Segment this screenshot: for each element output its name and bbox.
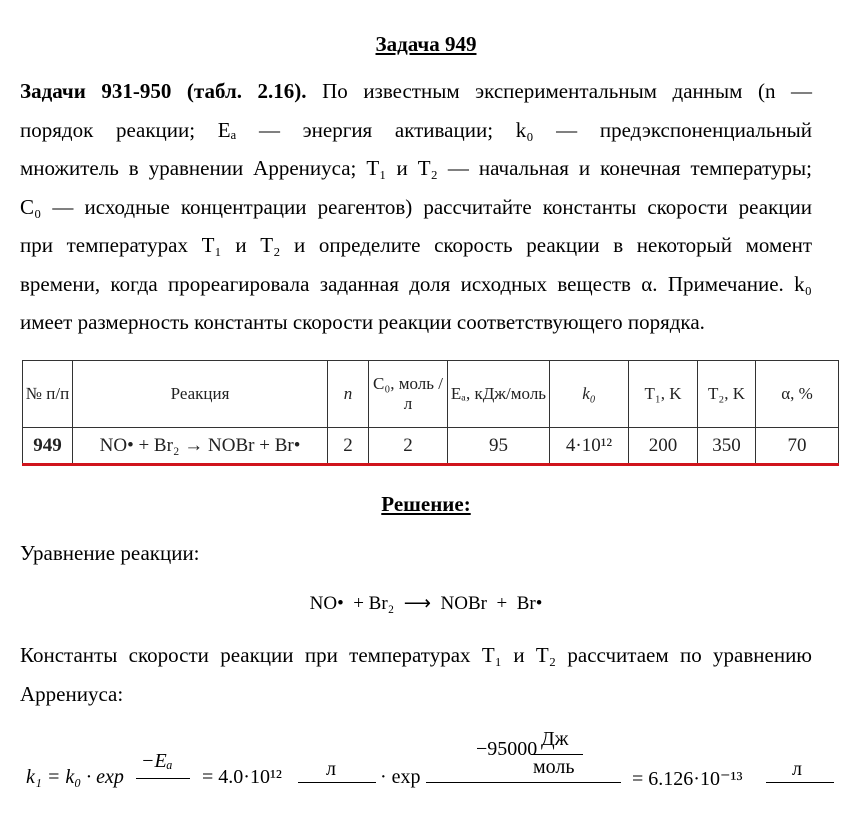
header-cell: k₀ — [550, 361, 629, 428]
text-line: Константы скорости реакции при температурах T₁ и T₂ рассчитаем по уравнению — [20, 643, 812, 667]
data-table — [22, 360, 839, 465]
fraction-bar — [766, 782, 834, 783]
task-description — [20, 72, 812, 342]
cell: 2 — [369, 428, 448, 465]
fraction-bar — [136, 778, 190, 779]
exp-label: · exp — [380, 766, 421, 788]
fraction-bar — [298, 782, 376, 783]
solution-heading: Решение: — [381, 492, 471, 516]
fraction-bar — [426, 782, 621, 783]
equation-label: Уравнение реакции: — [20, 541, 200, 565]
header-cell: α, % — [756, 361, 839, 428]
cell: 350 — [698, 428, 756, 465]
cell: 95 — [448, 428, 550, 465]
reaction-equation: NO• + Br₂ ⟶ NOBr + Br• — [309, 593, 543, 614]
header-cell: Реакция — [73, 361, 328, 428]
text-line: времени, когда прореагировала заданная доля исходных веществ α. Примечание. k₀ — [20, 271, 812, 296]
header-cell: C₀, моль /л — [369, 361, 448, 428]
unit-numerator: л — [792, 758, 802, 780]
unit-numerator: Дж — [541, 728, 569, 750]
table-row — [23, 428, 839, 465]
text-line: порядок реакции; Eₐ — энергия активации; k₀ — предэкспоненциальный — [20, 117, 812, 142]
header-cell: № п/п — [23, 361, 73, 428]
header-cell: T₁, K — [629, 361, 698, 428]
arrhenius-formula — [26, 728, 846, 818]
formula-lhs: k₁ = k₀ · exp — [26, 766, 124, 788]
text-line: при температурах T₁ и T₂ и определите скорость реакции в некоторый момент — [20, 233, 812, 257]
header-cell: n — [328, 361, 369, 428]
arrhenius-text — [20, 636, 812, 713]
cell: 2 — [328, 428, 369, 465]
energy-value: −95000 — [476, 738, 538, 760]
task-range: Задачи 931-950 (табл. 2.16). — [20, 79, 307, 103]
unit-denominator: моль — [533, 756, 575, 778]
red-underline — [22, 463, 839, 466]
text-line: По известным экспериментальным данным (n — — [322, 79, 812, 103]
fraction-bar — [531, 754, 583, 755]
text-line: C₀ — исходные концентрации реагентов) рассчитайте константы скорости реакции — [20, 194, 812, 219]
fraction-numerator: −Eₐ — [141, 750, 173, 772]
cell: 70 — [756, 428, 839, 465]
header-cell: Eₐ, кДж/моль — [448, 361, 550, 428]
header-cell: T₂, K — [698, 361, 756, 428]
unit-numerator: л — [326, 758, 336, 780]
text-line: имеет размерность константы скорости реакции соответствующего порядка. — [20, 310, 705, 334]
text-line: Аррениуса: — [20, 681, 124, 706]
cell: 949 — [23, 428, 73, 465]
page-title: Задача 949 — [375, 32, 477, 56]
cell: NO• + Br₂ → NOBr + Br• — [73, 428, 328, 465]
text-line: множитель в уравнении Аррениуса; T₁ и T₂ — начальная и конечная температуры; — [20, 156, 812, 180]
cell: 4·10¹² — [550, 428, 629, 465]
result-value: = 6.126·10⁻¹³ — [632, 768, 743, 790]
cell: 200 — [629, 428, 698, 465]
k0-value: = 4.0·10¹² — [202, 766, 282, 788]
